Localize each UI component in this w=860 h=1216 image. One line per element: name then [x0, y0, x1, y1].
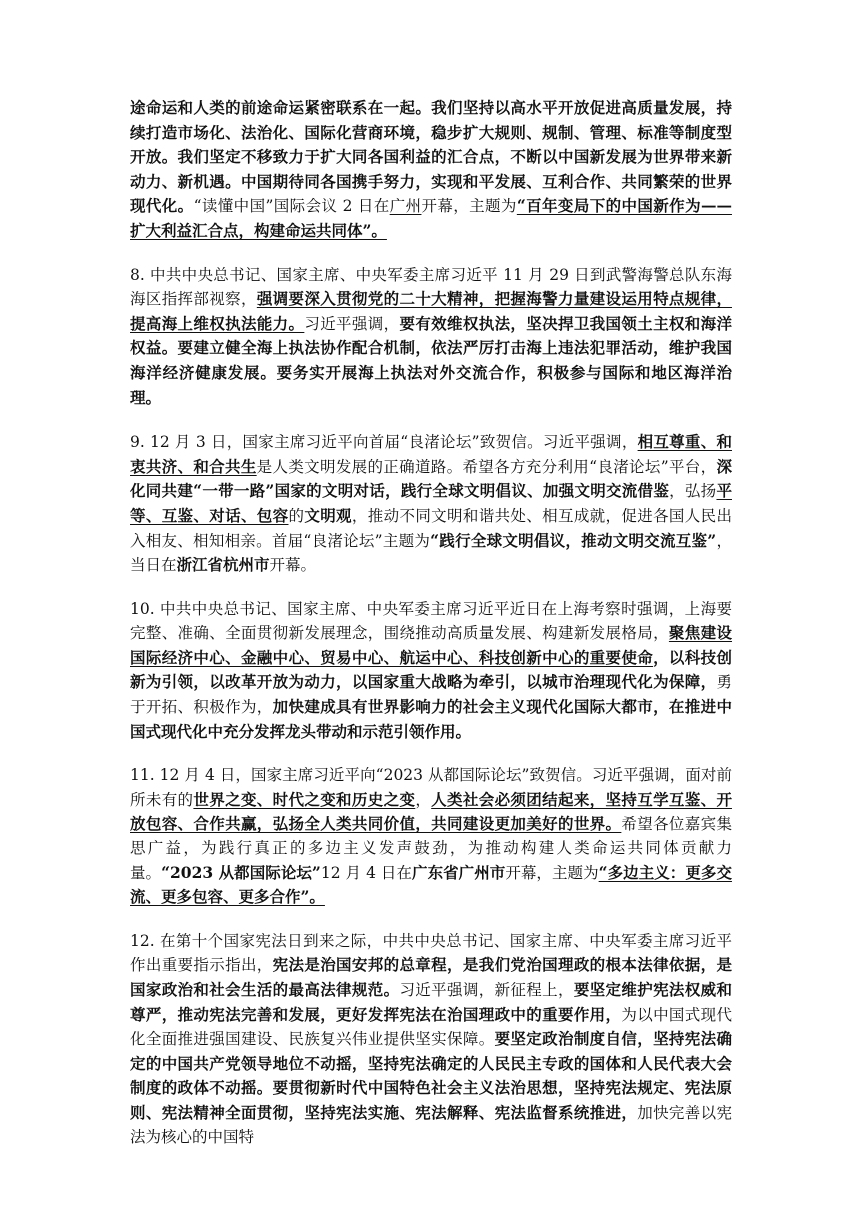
paragraph-p8: [130, 264, 732, 411]
text-run: 宪法是治国安邦的总章程，是我们党治国理政的根本法律依据，是国家政治和社会生活的最高法律规范。: [130, 955, 732, 999]
text-run: “百年变局下的中国新作为——扩大利益汇合点，构建命运共同体”。: [130, 196, 732, 240]
text-run: 聚焦建设国际经济中心、金融中心、贸易中心、航运中心、科技创新中心的重要使命: [130, 623, 732, 667]
text-run: 习近平强调，: [304, 314, 400, 333]
text-run: 要有效维权执法，坚决捍卫我国领土主权和海洋权益。要建立健全海上执法协作配合机制，依法严厉打击海上违法犯罪活动，维护我国海洋经济健康发展。要务实开展海上执法对外交流合作，积极参与国际和地区海洋治理。: [130, 313, 732, 407]
text-run: 12 月 4 日在: [320, 863, 413, 882]
text-run: 广州: [389, 197, 422, 216]
paragraph-p9: [130, 430, 732, 578]
text-run: 文明观: [304, 505, 352, 525]
text-run: 9. 12 月 3 日，国家主席习近平向首届“良渚论坛”致贺信。习近平强调，: [130, 433, 638, 452]
text-run: 勇于开拓、积极作为，: [130, 673, 732, 717]
text-run: 世界之变、时代之变和历史之变: [193, 789, 416, 809]
text-run: ，: [415, 790, 432, 809]
text-run: 深化同共建“一带一路”国家的文明对话，践行全球文明倡议、加强文明交流借鉴: [130, 456, 732, 501]
text-run: 要坚定维护宪法权威和尊严，推动宪法完善和发展，更好发挥宪法在治国理政中的重要作用，: [130, 980, 732, 1024]
text-run: 要坚定政治制度自信，坚持宪法确定的中国共产党领导地位不动摇，坚持宪法确定的人民民主专政的国体和人民代表大会制度的政体不动摇。要贯彻新时代中国特色社会主义法治思想，坚持宪法规定、宪法原则、宪法精神全面贯彻，坚持宪法实施、宪法解释、宪法监督系统推进，: [130, 1029, 732, 1122]
text-run: “践行全球文明倡议，推动文明交流互鉴”: [430, 530, 717, 550]
text-run: “读懂中国”国际会议 2 日在: [193, 197, 390, 216]
text-run: 希望各位嘉宾集思广益，为践行真正的多边主义发声鼓劲，为推动构建人类命运共同体贡献力量。: [130, 815, 732, 882]
paragraph-p10: [130, 598, 732, 745]
text-run: 习近平强调，新征程上，: [399, 981, 574, 999]
text-run: ，以科技创新为引领，以改革开放为动力，以国家重大战略为牵引，以城市治理现代化为保障，: [130, 647, 732, 692]
text-run: 平等、互鉴、对话、包容: [130, 481, 732, 525]
text-run: 是人类文明发展的正确道路。希望各方充分利用“良渚论坛”平台，: [256, 457, 717, 476]
text-run: 的: [288, 506, 305, 525]
paragraph-p11: [130, 764, 732, 910]
text-run: 8. 中共中央总书记、国家主席、中央军委主席习近平 11 月 29 日到武警海警总队东海海区指挥部视察，: [130, 265, 732, 309]
text-run: 10. 中共中央总书记、国家主席、中央军委主席习近平近日在上海考察时强调，上海要完整、准确、全面贯彻新发展理念，围绕推动高质量发展、构建新发展格局，: [130, 599, 732, 643]
text-run: 11. 12 月 4 日，国家主席习近平向“2023 从都国际论坛”致贺信。习近平强调，面对前所未有的: [130, 766, 732, 809]
text-run: 广东省广州市: [412, 862, 506, 882]
text-run: “2023 从都国际论坛”: [161, 862, 321, 882]
text-run: 加快建成具有世界影响力的社会主义现代化国际大都市，在推进中国式现代化中充分发挥龙头带动和示范引领作用。: [130, 697, 732, 741]
text-run: ，推动不同文明和谐共处、相互成就，促进各国人民出入相友、相知相亲。首届“良渚论坛”主题为: [130, 506, 732, 550]
text-run: 加快完善以宪法为核心的中国特: [130, 1103, 732, 1146]
text-run: 途命运和人类的前途命运紧密联系在一起。我们坚持以高水平开放促进高质量发展，持续打造市场化、法治化、国际化营商环境，稳步扩大规则、规制、管理、标准等制度型开放。我们坚定不移致力于扩大同各国利益的汇合点，不断以中国新发展为世界带来新动力、新机遇。中国期待同各国携手努力，实现和平发展、互利合作、共同繁荣的世界现代化。: [130, 98, 732, 216]
text-run: 为以中国式现代化全面推进强国建设、民族复兴伟业提供坚实保障。: [130, 1005, 732, 1049]
text-run: ，当日在: [130, 531, 732, 575]
text-run: ，弘扬: [669, 482, 717, 501]
text-run: 人类社会必须团结起来，坚持互学互鉴、开放包容、合作共赢，弘扬全人类共同价值，共同建设更加美好的世界。: [130, 789, 732, 834]
text-run: 12. 在第十个国家宪法日到来之际，中共中央总书记、国家主席、中央军委主席习近平作出重要指示指出，: [130, 931, 732, 975]
text-run: 开幕，主题为: [421, 197, 517, 216]
paragraph-p12: [130, 930, 732, 1149]
text-run: 相互尊重、和衷共济、和合共生: [130, 432, 732, 476]
text-run: 开幕。: [269, 556, 317, 575]
paragraph-p7-tail: [130, 96, 732, 244]
text-run: 强调要深入贯彻党的二十大精神，把握海警力量建设运用特点规律，提高海上维权执法能力。: [130, 289, 732, 333]
text-run: “多边主义：更多交流、更多包容、更多合作”。: [130, 862, 732, 907]
text-run: 浙江省杭州市: [176, 555, 270, 575]
text-run: 开幕，主题为: [505, 863, 599, 882]
document-body: [130, 96, 732, 1169]
